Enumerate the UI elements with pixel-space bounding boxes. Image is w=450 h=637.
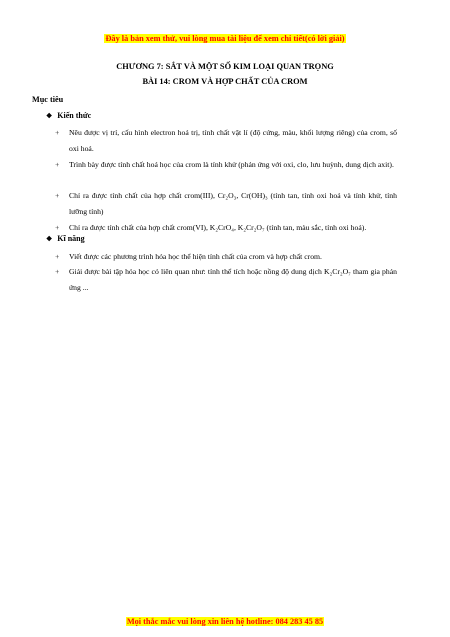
knowledge-item-text: Trình bày được tính chất hoá học của crom là tính khử (phản ứng với oxi, clo, lưu huỳnh, dung dịch axit). (69, 160, 394, 169)
lesson-title: BÀI 14: CROM VÀ HỢP CHẤT CỦA CROM (142, 77, 308, 86)
skills-item (55, 264, 397, 295)
plus-bullet-icon: + (55, 252, 60, 261)
knowledge-item-text: Chỉ ra được tính chất của hợp chất crom(VI), K₂CrO₄, K₂Cr₂O₇ (tính tan, màu sắc, tính oxi hoá). (69, 223, 367, 232)
objectives-heading: Mục tiêu (32, 95, 64, 104)
plus-bullet-icon: + (55, 267, 60, 276)
diamond-bullet-icon: ❖ (46, 112, 53, 120)
skills-item-text: Giải được bài tập hóa học có liên quan như: tính thể tích hoặc nồng độ dung dịch K₂Cr₂O₇ tham gia phản ứng ... (69, 267, 397, 292)
knowledge-item (55, 220, 397, 236)
bottom-hotline-banner (0, 617, 450, 626)
top-preview-banner (0, 34, 450, 43)
skills-heading-label: Kĩ năng (57, 234, 85, 243)
plus-bullet-icon: + (55, 191, 60, 200)
skills-item (55, 249, 397, 265)
chapter-title: CHƯƠNG 7: SẮT VÀ MỘT SỐ KIM LOẠI QUAN TRỌNG (116, 62, 334, 71)
knowledge-heading (46, 111, 91, 120)
knowledge-heading-label: Kiến thức (57, 111, 92, 120)
diamond-bullet-icon: ❖ (46, 235, 53, 243)
skills-heading (46, 234, 85, 243)
knowledge-item (55, 188, 397, 219)
plus-bullet-icon: + (55, 128, 60, 137)
bottom-hotline-banner-text: Mọi thắc mắc vui lòng xin liên hệ hotline: 084 283 45 85 (126, 617, 324, 626)
plus-bullet-icon: + (55, 160, 60, 169)
knowledge-item-text: Nêu được vị trí, cấu hình electron hoá trị, tính chất vật lí (độ cứng, màu, khối lượng riêng) của crom, số oxi hoá. (69, 128, 397, 153)
knowledge-item (55, 157, 397, 173)
top-preview-banner-text: Đây là bản xem thử, vui lòng mua tài liệu để xem chi tiết(có lời giải) (105, 34, 345, 43)
knowledge-item-text: Chỉ ra được tính chất của hợp chất crom(III), Cr₂O₃, Cr(OH)₃ (tính tan, tính oxi hoá và tính khử, tính lưỡng tính) (69, 191, 397, 216)
plus-bullet-icon: + (55, 223, 60, 232)
knowledge-item (55, 125, 397, 156)
skills-item-text: Viết được các phương trình hóa học thể hiện tính chất của crom và hợp chất crom. (69, 252, 322, 261)
